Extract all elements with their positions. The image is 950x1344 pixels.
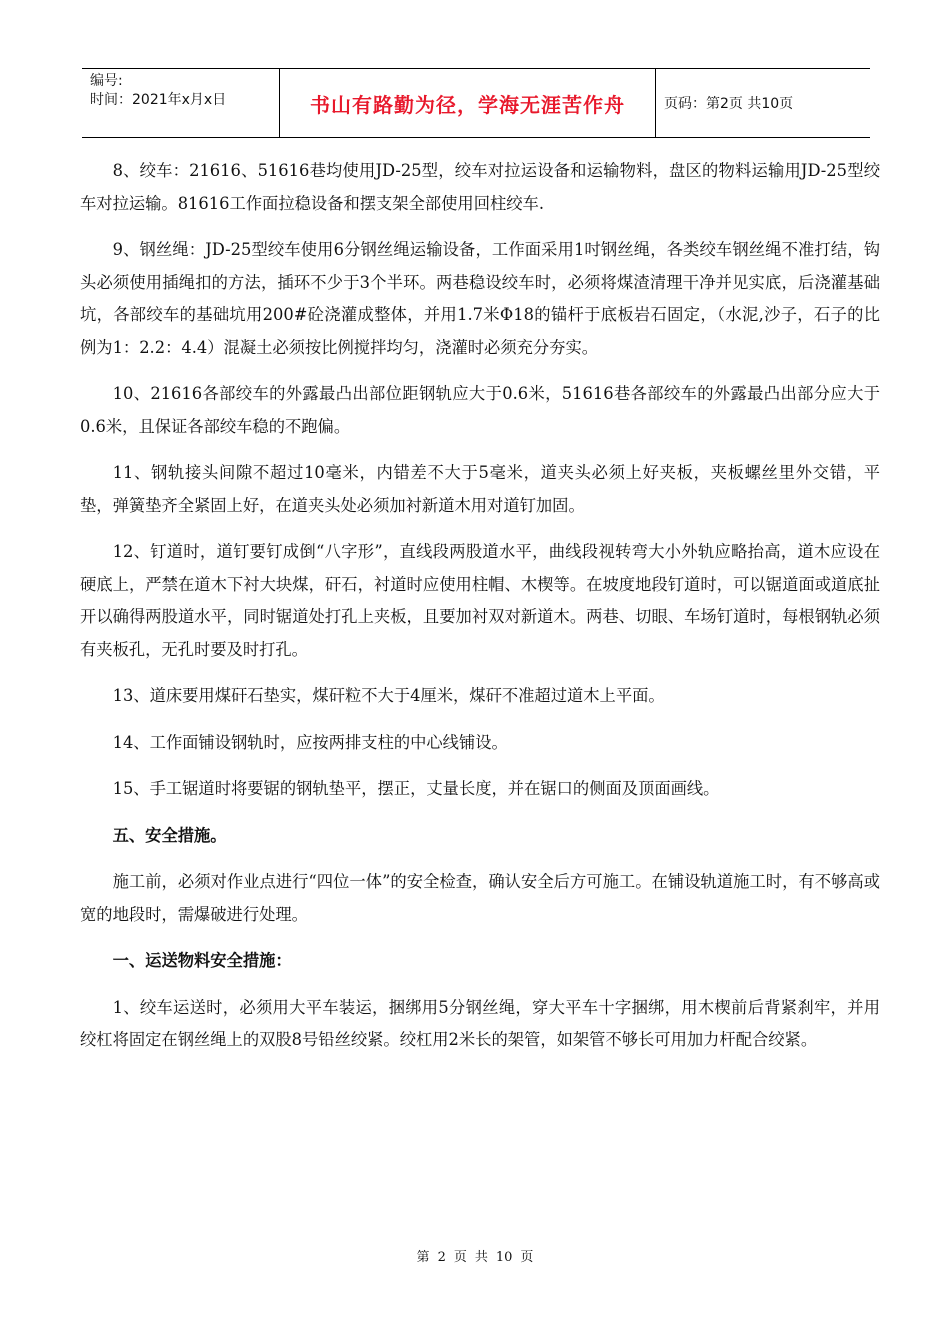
footer-gong: 共 bbox=[474, 1250, 488, 1265]
footer-ye: 页 bbox=[453, 1250, 467, 1265]
paragraph-14: 14、工作面铺设钢轨时，应按两排支柱的中心线铺设。 bbox=[112, 732, 508, 752]
header-meta bbox=[82, 69, 280, 137]
header-motto: 书山有路勤为径，学海无涯苦作舟 bbox=[280, 69, 656, 137]
page-header bbox=[82, 68, 870, 138]
paragraph-8: 8、绞车：21616、51616巷均使用JD-25型，绞车对拉运设备和运输物料，盘区的物料运输用JD-25型绞车对拉运输。81616工作面拉稳设备和摆支架全部使用回柱绞车. bbox=[80, 161, 880, 213]
paragraph-13: 13、道床要用煤矸石垫实，煤矸粒不大于4厘米，煤矸不准超过道木上平面。 bbox=[112, 686, 665, 705]
paragraph-15: 15、手工锯道时将要锯的钢轨垫平，摆正，丈量长度，并在锯口的侧面及顶面画线。 bbox=[112, 779, 720, 798]
footer-total-pages: 10 bbox=[495, 1250, 513, 1265]
section-intro: 施工前，必须对作业点进行“四位一体”的安全检查，确认安全后方可施工。在铺设轨道施工时，有不够高或宽的地段时，需爆破进行处理。 bbox=[80, 872, 880, 924]
section-title: 五、安全措施。 bbox=[112, 825, 227, 845]
paragraph-11: 11、钢轨接头间隙不超过10毫米，内错差不大于5毫米，道夹头必须上好夹板，夹板螺丝里外交错，平垫，弹簧垫齐全紧固上好，在道夹头处必须加衬新道木用对道钉加固。 bbox=[80, 463, 880, 515]
paragraph-12: 12、钉道时，道钉要钉成倒“八字形”，直线段两股道水平，曲线段视转弯大小外轨应略抬高，道木应设在硬底上，严禁在道木下衬大块煤，矸石，衬道时应使用柱帽、木楔等。在坡度地段钉道时，可以锯道面或道底扯开以确得两股道水平，同时锯道处打孔上夹板，且要加衬双对新道木。两巷、切眼、车场钉道时，每根钢轨必须有夹板孔，无孔时要及时打孔。 bbox=[80, 542, 880, 659]
subsection-title: 一、运送物料安全措施： bbox=[112, 951, 292, 970]
code-label: 编号: bbox=[90, 73, 123, 89]
paragraph-9: 9、钢丝绳：JD-25型绞车使用6分钢丝绳运输设备，工作面采用1吋钢丝绳，各类绞车钢丝绳不准打结，钩头必须使用插绳扣的方法，插环不少于3个半环。两巷稳设绞车时，必须将煤渣清理干净并见实底，后浇灌基础坑，各部绞车的基础坑用200#砼浇灌成整体，并用1.7米Φ18的锚杆于底板岩石固定，（水泥,沙子，石子的比例为1：2.2：4.4）混凝土必须按比例搅拌均匀，浇灌时必须充分夯实。 bbox=[80, 240, 880, 357]
header-page-label: 页码：第2页 共10页 bbox=[664, 96, 794, 112]
document-body bbox=[80, 155, 880, 1071]
footer-ye2: 页 bbox=[520, 1250, 534, 1265]
footer-di: 第 bbox=[416, 1250, 430, 1265]
page-footer bbox=[0, 1246, 950, 1265]
paragraph-10: 10、21616各部绞车的外露最凸出部位距钢轨应大于0.6米，51616巷各部绞车的外露最凸出部分应大于0.6米，且保证各部绞车稳的不跑偏。 bbox=[80, 384, 880, 436]
time-label: 时间：2021年x月x日 bbox=[90, 92, 227, 108]
subsection-paragraph: 1、绞车运送时，必须用大平车装运，捆绑用5分钢丝绳，穿大平车十字捆绑，用木楔前后背紧刹牢，并用绞杠将固定在钢丝绳上的双股8号铅丝绞紧。绞杠用2米长的架管，如架管不够长可用加力杆配合绞紧。 bbox=[80, 997, 880, 1049]
footer-page-number: 2 bbox=[437, 1250, 446, 1265]
